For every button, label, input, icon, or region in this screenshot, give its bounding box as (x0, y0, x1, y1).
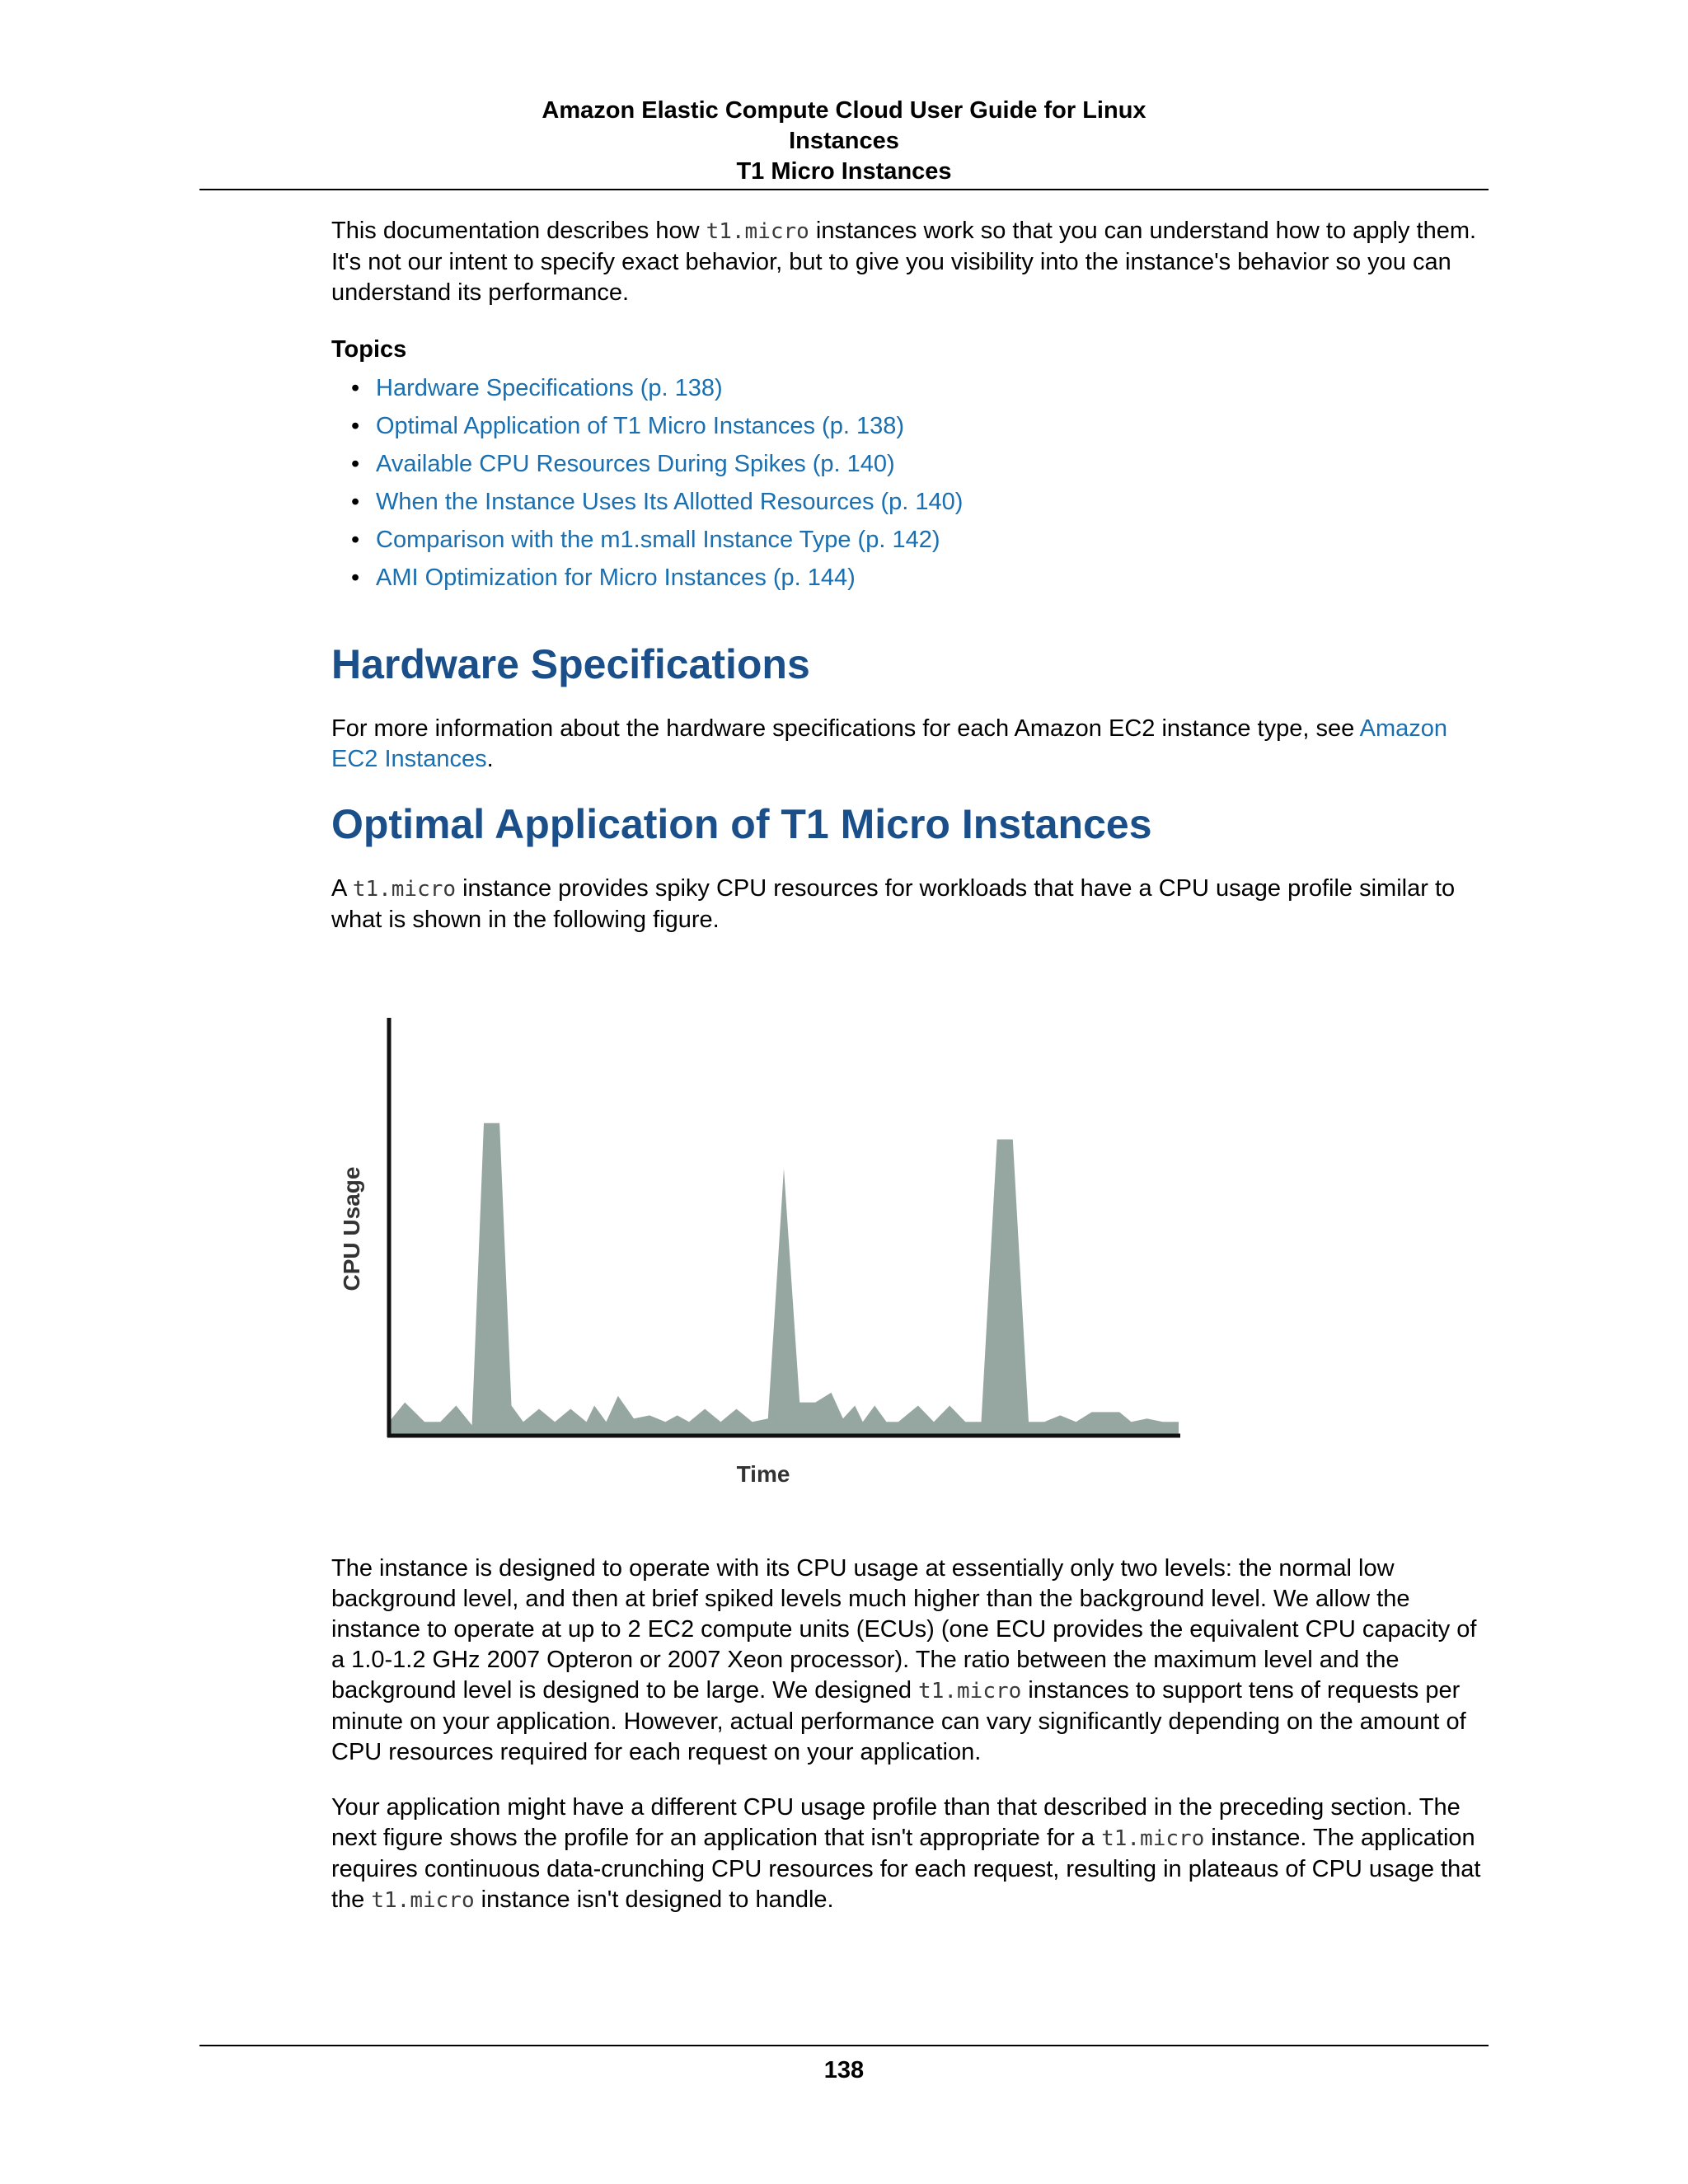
amazon-ec2-instances-link[interactable]: Amazon EC2 Instances (331, 715, 1448, 772)
topic-item (331, 407, 1490, 445)
y-axis-label: CPU Usage (339, 1166, 364, 1291)
topic-item (331, 369, 1490, 407)
hardware-specifications-heading: Hardware Specifications (331, 641, 810, 687)
bullet-icon: • (351, 451, 360, 477)
main-content (331, 216, 1490, 1916)
bullet-icon: • (351, 375, 360, 401)
topic-link-allotted-resources[interactable]: When the Instance Uses Its Allotted Resources (p. 140) (376, 489, 964, 515)
topics-heading: Topics (331, 336, 407, 363)
topics-list (331, 369, 1490, 597)
inline-code: t1.micro (706, 219, 809, 244)
inline-code: t1.micro (371, 1888, 475, 1913)
header-divider (199, 189, 1489, 190)
topic-link-hardware-specifications[interactable]: Hardware Specifications (p. 138) (376, 375, 723, 401)
topic-item (331, 483, 1490, 521)
page-header (199, 96, 1489, 187)
bullet-icon: • (351, 527, 360, 553)
cpu-usage-area (389, 1123, 1179, 1435)
inline-code: t1.micro (352, 877, 457, 902)
inline-code: t1.micro (918, 1679, 1022, 1704)
body-paragraph-1: The instance is designed to operate with its CPU usage at essentially only two levels: the normal low background level, and then at brief spiked levels much higher than the background level. We allow the instance to operate at up to 2 EC2 compute units (ECUs) (one ECU provides the equivalent CPU capacity of a 1.0-1.2 GHz 2007 Opteron or 2007 Xeon processor). The ratio between the maximum level and the background level is designed to be large. We designed t1.micro instances to support tens of requests per minute on your application. However, actual performance can vary significantly depending on the amount of CPU resources required for each request on your application. (331, 1555, 1477, 1765)
header-chapter: Instances (789, 128, 899, 154)
optimal-application-heading: Optimal Application of T1 Micro Instances (331, 801, 1152, 847)
topic-link-comparison-m1-small[interactable]: Comparison with the m1.small Instance Type (p. 142) (376, 527, 940, 553)
topic-item (331, 445, 1490, 483)
topic-link-available-cpu-resources[interactable]: Available CPU Resources During Spikes (p. 140) (376, 451, 895, 477)
intro-paragraph: This documentation describes how t1.micro instances work so that you can understand how to apply them. It's not our intent to specify exact behavior, but to give you visibility into the instance's behavior so you can understand its performance. (331, 218, 1477, 306)
topic-link-ami-optimization[interactable]: AMI Optimization for Micro Instances (p. 144) (376, 565, 856, 591)
footer-divider (199, 2045, 1489, 2046)
cpu-usage-chart (331, 977, 1189, 1554)
page-number: 138 (823, 2057, 865, 2083)
inline-code: t1.micro (1101, 1826, 1205, 1851)
body-paragraph-2: Your application might have a different CPU usage profile than that described in the preceding section. The next figure shows the profile for an application that isn't appropriate for a t1.micro instance. The application requires continuous data-crunching CPU resources for each request, resulting in plateaus of CPU usage that the t1.micro instance isn't designed to handle. (331, 1794, 1481, 1913)
bullet-icon: • (351, 565, 360, 591)
topic-item (331, 559, 1490, 597)
optimal-paragraph: A t1.micro instance provides spiky CPU resources for workloads that have a CPU usage profile similar to what is shown in the following figure. (331, 875, 1456, 933)
topic-link-optimal-application[interactable]: Optimal Application of T1 Micro Instances (p. 138) (376, 413, 904, 439)
hardware-paragraph: For more information about the hardware specifications for each Amazon EC2 instance type, see Amazon EC2 Instances. (331, 715, 1448, 772)
topic-item (331, 521, 1490, 559)
x-axis-label: Time (736, 1461, 790, 1487)
header-section: T1 Micro Instances (736, 158, 952, 185)
header-guide-title: Amazon Elastic Compute Cloud User Guide for Linux (542, 97, 1146, 124)
cpu-usage-figure (331, 977, 1189, 1554)
bullet-icon: • (351, 489, 360, 515)
bullet-icon: • (351, 413, 360, 439)
